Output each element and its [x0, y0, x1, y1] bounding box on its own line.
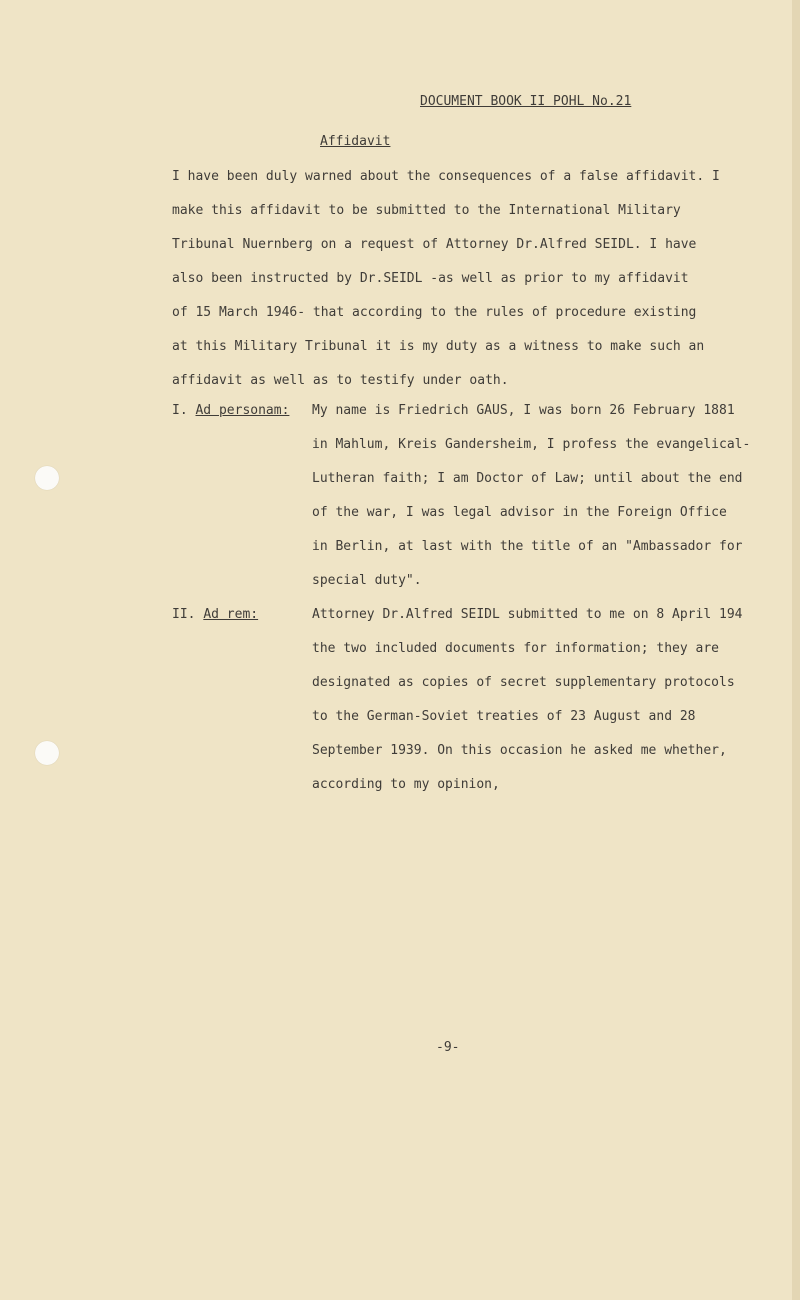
section-1-heading: [172, 402, 289, 420]
punch-hole-top: [35, 466, 59, 490]
section-1-line: in Mahlum, Kreis Gandersheim, I profess the evangelical-: [312, 437, 751, 452]
punch-hole-bottom: [35, 741, 59, 765]
intro-line: affidavit as well as to testify under oath.: [172, 373, 509, 388]
section-1-line: My name is Friedrich GAUS, I was born 26 February 1881: [312, 403, 735, 418]
section-1-line: in Berlin, at last with the title of an "Ambassador for: [312, 539, 743, 554]
page-number: -9-: [436, 1040, 460, 1055]
paper-edge-shade: [792, 0, 800, 1300]
section-2-heading: [172, 606, 258, 624]
intro-line: Tribunal Nuernberg on a request of Attorney Dr.Alfred SEIDL. I have: [172, 237, 697, 252]
intro-line: of 15 March 1946- that according to the rules of procedure existing: [172, 305, 697, 320]
section-2-line: Attorney Dr.Alfred SEIDL submitted to me on 8 April 194: [312, 607, 743, 622]
section-2-line: to the German-Soviet treaties of 23 August and 28: [312, 709, 696, 724]
intro-line: at this Military Tribunal it is my duty as a witness to make such an: [172, 339, 705, 354]
section-2-line: according to my opinion,: [312, 777, 500, 792]
section-1-label: Ad personam:: [195, 403, 290, 418]
section-1-number: I.: [172, 403, 188, 418]
intro-line: I have been duly warned about the consequences of a false affidavit. I: [172, 169, 720, 184]
section-2-line: the two included documents for information; they are: [312, 641, 719, 656]
document-book-header: DOCUMENT BOOK II POHL No.21: [420, 94, 632, 109]
section-1-line: Lutheran faith; I am Doctor of Law; until about the end: [312, 471, 743, 486]
section-2-line: September 1939. On this occasion he asked me whether,: [312, 743, 727, 758]
intro-line: also been instructed by Dr.SEIDL -as well as prior to my affidavit: [172, 271, 689, 286]
intro-line: make this affidavit to be submitted to the International Military: [172, 203, 681, 218]
section-2-line: designated as copies of secret supplementary protocols: [312, 675, 735, 690]
document-title: Affidavit: [320, 134, 391, 149]
section-1-line: of the war, I was legal advisor in the Foreign Office: [312, 505, 727, 520]
section-1-line: special duty".: [312, 573, 422, 588]
section-2-label: Ad rem:: [203, 607, 259, 622]
section-2-number: II.: [172, 607, 196, 622]
